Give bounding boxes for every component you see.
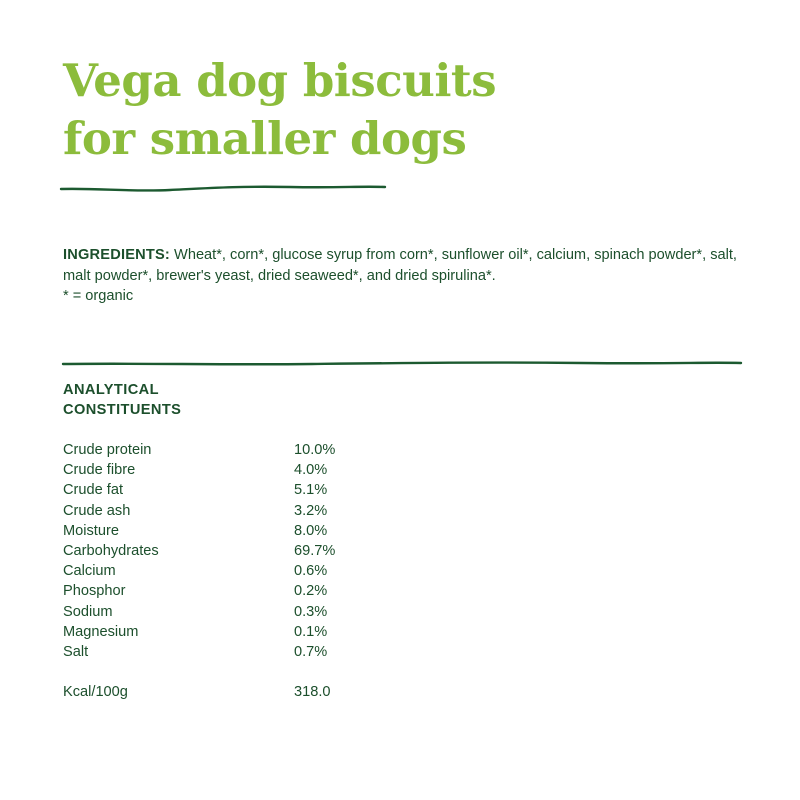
constituent-name: Calcium [63, 563, 116, 580]
constituent-row [63, 561, 335, 581]
constituent-value: 0.7% [294, 644, 328, 661]
constituent-row [63, 460, 335, 480]
ingredients-block [63, 245, 743, 307]
constituent-name: Phosphor [63, 583, 126, 600]
constituents-list [63, 440, 335, 662]
constituent-value: 8.0% [294, 522, 328, 539]
constituent-row [63, 501, 335, 521]
title-line-2: for smaller dogs [63, 112, 467, 165]
constituent-value: 0.6% [294, 563, 328, 580]
constituent-value: 0.3% [294, 603, 328, 620]
analytical-constituents-heading [63, 381, 181, 420]
constituent-value: 0.1% [294, 623, 328, 640]
constituent-value: 69.7% [294, 543, 336, 560]
section-divider [62, 356, 742, 370]
constituent-value: 10.0% [294, 442, 336, 458]
heading-line-1: ANALYTICAL [63, 382, 159, 398]
constituent-name: Salt [63, 644, 89, 661]
energy-label: Kcal/100g [63, 684, 128, 700]
constituent-name: Crude fat [63, 482, 124, 499]
ingredients-paragraph [63, 245, 743, 286]
ingredients-text: Wheat*, corn*, glucose syrup from corn*, sunflower oil*, calcium, spinach powder*, salt, malt powder*, brewer's yeast, dried seaweed*, and dried spirulina*. [63, 247, 737, 284]
constituent-row [63, 602, 335, 622]
energy-row [63, 682, 331, 702]
organic-footnote: * = organic [63, 288, 134, 304]
constituent-row [63, 642, 335, 662]
constituent-row [63, 480, 335, 500]
constituent-value: 5.1% [294, 482, 328, 499]
constituent-name: Crude fibre [63, 462, 136, 479]
page-title [63, 52, 496, 168]
constituent-name: Moisture [63, 522, 119, 539]
constituent-row [63, 622, 335, 642]
constituent-row [63, 541, 335, 561]
constituent-row [63, 440, 335, 460]
constituent-value: 4.0% [294, 462, 328, 479]
constituent-value: 3.2% [294, 502, 328, 519]
energy-value: 318.0 [294, 684, 331, 700]
title-line-1: Vega dog biscuits [63, 54, 497, 107]
constituent-name: Crude protein [63, 442, 152, 458]
title-underline-divider [60, 180, 386, 196]
constituent-row [63, 521, 335, 541]
heading-line-2: CONSTITUENTS [63, 401, 182, 418]
constituent-name: Crude ash [63, 502, 131, 519]
constituent-name: Carbohydrates [63, 543, 159, 560]
constituent-row [63, 581, 335, 601]
ingredients-label: INGREDIENTS: [63, 247, 170, 263]
constituent-name: Sodium [63, 603, 113, 620]
constituent-value: 0.2% [294, 583, 328, 600]
constituent-name: Magnesium [63, 623, 139, 640]
